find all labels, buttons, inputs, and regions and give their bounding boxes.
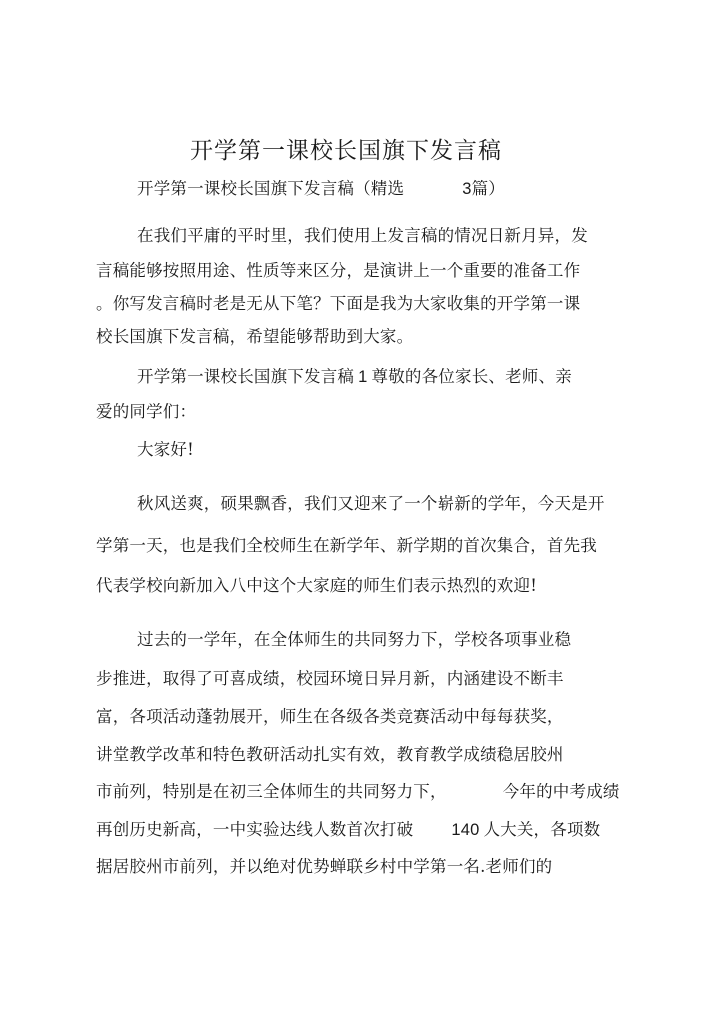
para2-line-3: 富，各项活动蓬勃展开，师生在各级各类竞赛活动中每每获奖，	[96, 707, 564, 726]
subtitle-text: 开学第一课校长国旗下发言稿（精选	[137, 179, 405, 198]
intro-line-3: 。你写发言稿时老是无从下笔？下面是我为大家收集的开学第一课	[96, 294, 581, 313]
speech-heading	[137, 367, 572, 387]
para2-line-5-a: 市前列，特别是在初三全体师生的共同努力下，	[96, 782, 447, 801]
para1-line-1: 秋风送爽，硕果飘香，我们又迎来了一个崭新的学年，今天是开	[137, 494, 605, 513]
para2-line-6-number: 140	[451, 821, 480, 839]
speech-heading-number: 1	[358, 368, 368, 386]
para2-line-5-b: 今年的中考成绩	[502, 782, 620, 801]
speech-heading-salutation: 尊敬的各位家长、老师、亲	[371, 367, 572, 386]
speech-heading-line-2: 爱的同学们：	[96, 402, 197, 421]
intro-line-4: 校长国旗下发言稿，希望能够帮助到大家。	[96, 327, 414, 346]
intro-line-1: 在我们平庸的平时里，我们使用上发言稿的情况日新月异，发	[137, 226, 588, 245]
para2-line-1: 过去的一学年，在全体师生的共同努力下，学校各项事业稳	[137, 630, 572, 649]
para2-line-6	[96, 820, 600, 840]
intro-line-2: 言稿能够按照用途、性质等来区分，是演讲上一个重要的准备工作	[96, 261, 581, 280]
document-title: 开学第一课校长国旗下发言稿	[190, 138, 502, 164]
para2-line-6-a: 再创历史新高，一中实验达线人数首次打破	[96, 820, 414, 839]
subtitle-suffix: 篇）	[471, 179, 505, 198]
para2-line-4: 讲堂教学改革和特色教研活动扎实有效，教育教学成绩稳居胶州	[96, 745, 564, 764]
para2-line-2: 步推进，取得了可喜成绩，校园环境日异月新，内涵建设不断丰	[96, 669, 564, 688]
para1-line-2: 学第一天，也是我们全校师生在新学年、新学期的首次集合，首先我	[96, 536, 597, 555]
para2-line-6-b: 人大关，各项数	[483, 820, 601, 839]
greeting: 大家好!	[137, 440, 194, 459]
para1-line-3: 代表学校向新加入八中这个大家庭的师生们表示热烈的欢迎!	[96, 576, 538, 595]
para2-line-7: 据居胶州市前列，并以绝对优势蝉联乡村中学第一名.老师们的	[96, 857, 553, 876]
para2-line-5	[96, 782, 620, 802]
subtitle-count: 3	[462, 180, 472, 198]
speech-heading-title: 开学第一课校长国旗下发言稿	[137, 367, 355, 386]
document-subtitle	[137, 179, 505, 199]
